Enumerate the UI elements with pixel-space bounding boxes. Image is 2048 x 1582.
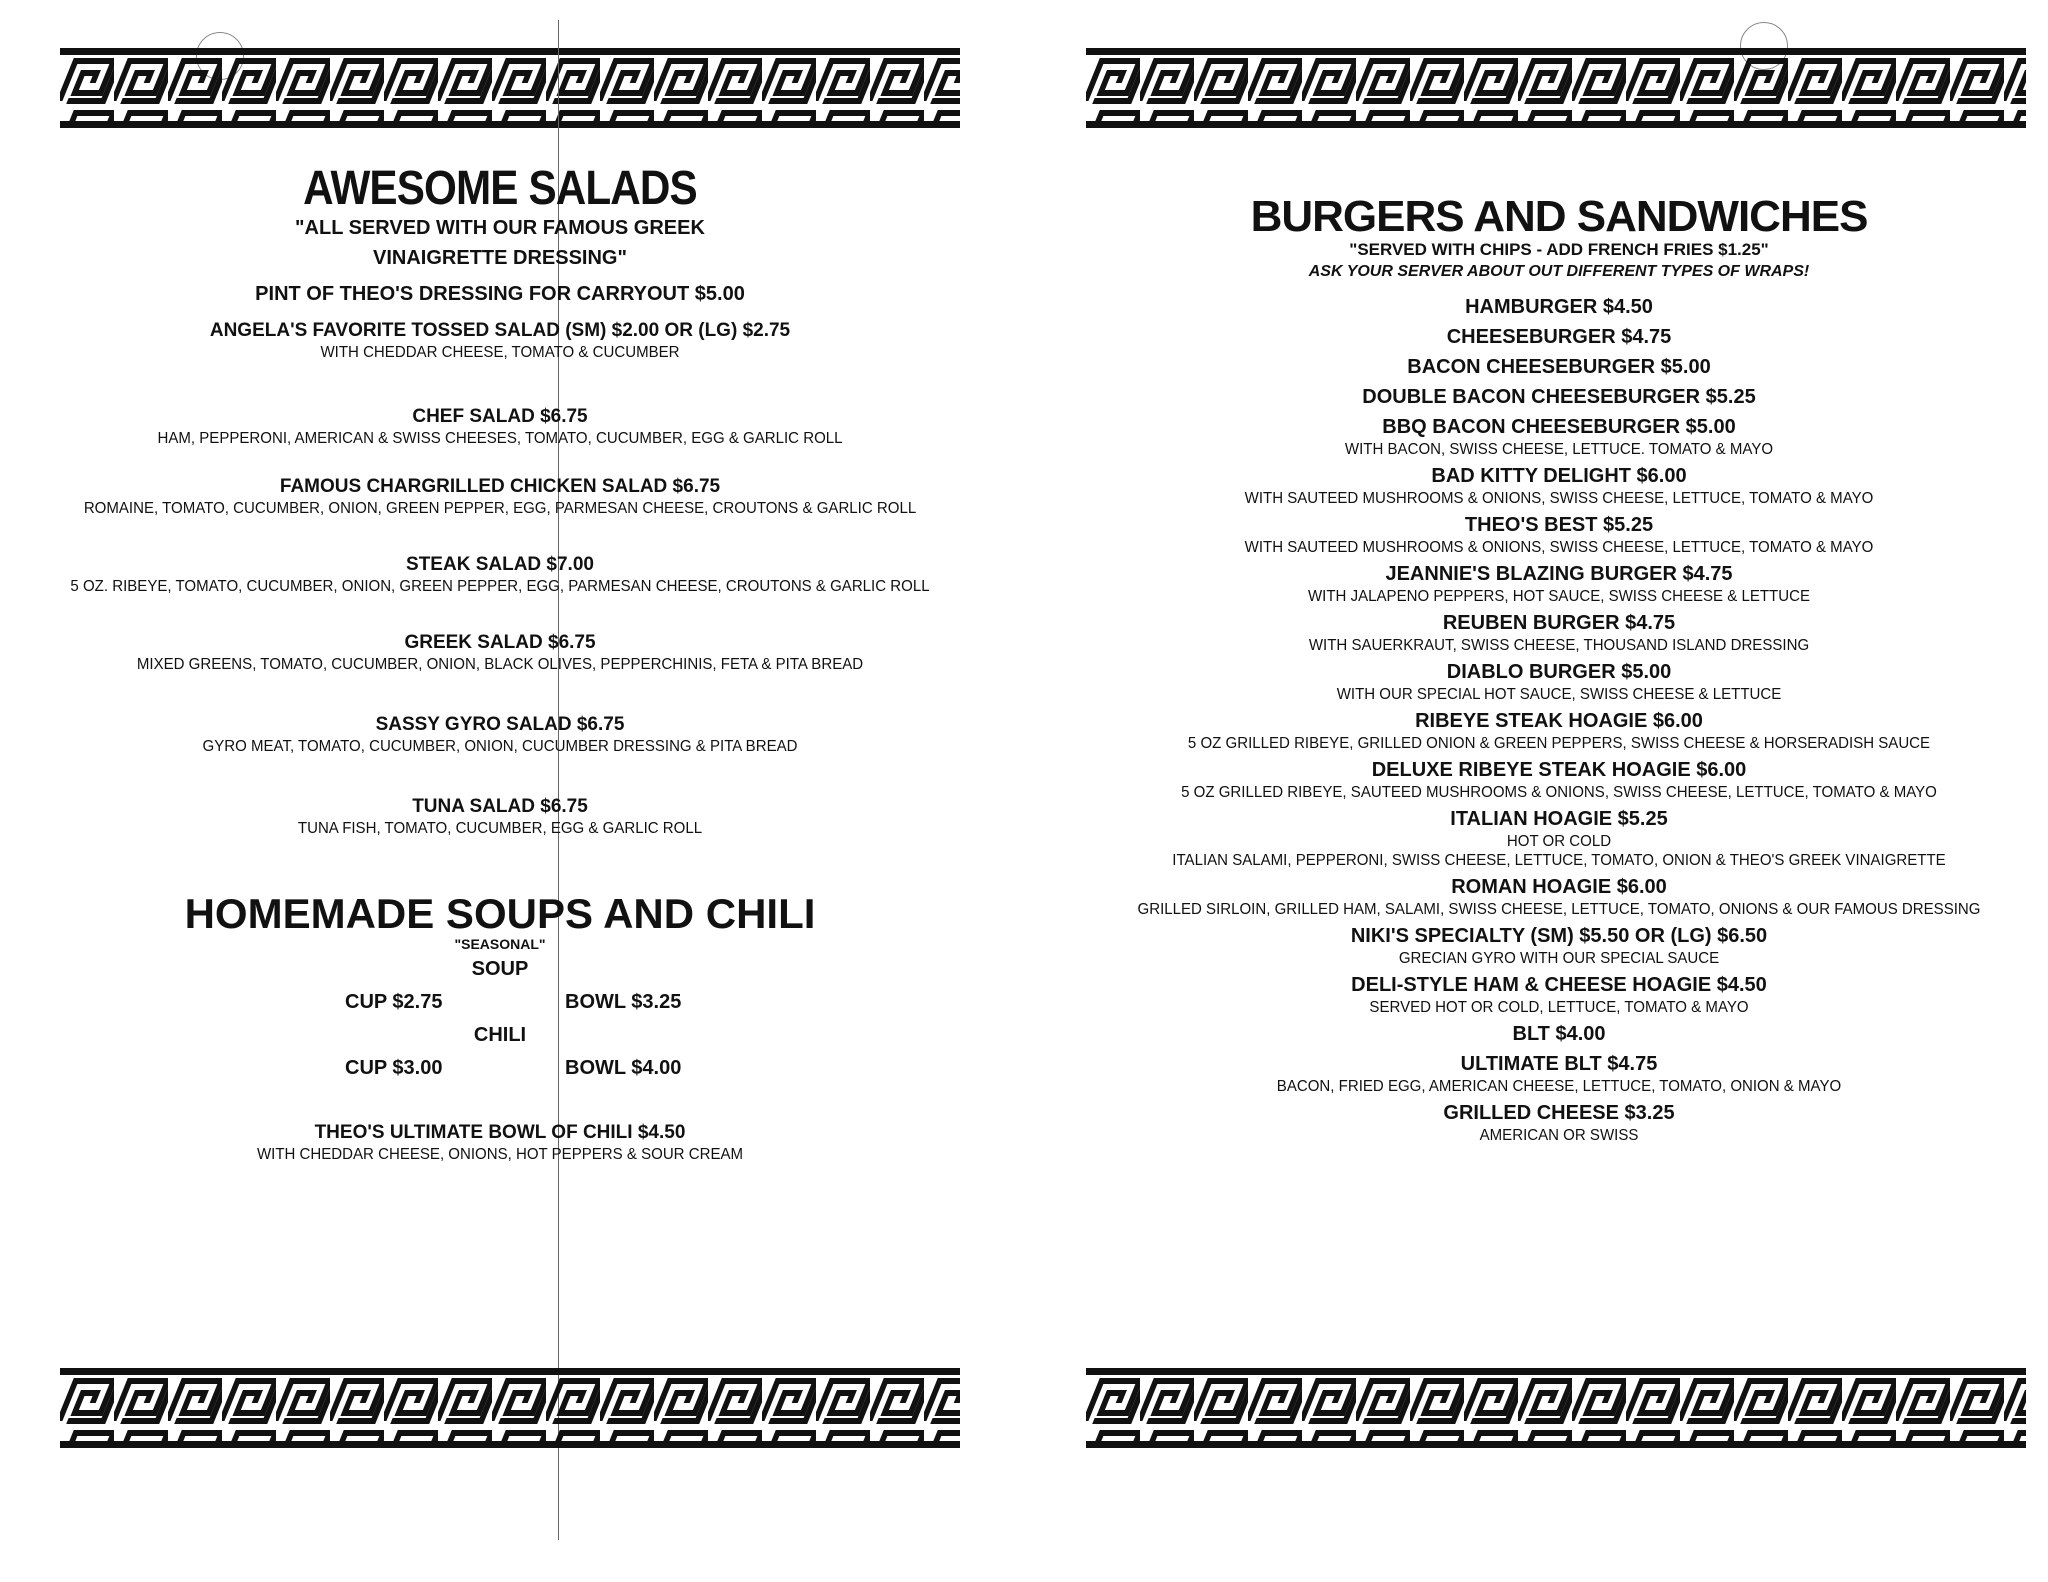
menu-item [1070, 1022, 2048, 1047]
burgers-title: BURGERS AND SANDWICHES [1250, 192, 1868, 241]
item-name: BACON CHEESEBURGER $5.00 [1407, 356, 1711, 378]
item-desc: WITH CHEDDAR CHEESE, TOMATO & CUCUMBER [320, 344, 680, 361]
item-name: BLT $4.00 [1512, 1023, 1606, 1045]
item-desc: AMERICAN OR SWISS [1479, 1127, 1639, 1144]
item-desc: BACON, FRIED EGG, AMERICAN CHEESE, LETTUCE, TOMATO, ONION & MAYO [1276, 1078, 1842, 1095]
soup-bowl-price: BOWL $3.25 [565, 991, 682, 1013]
menu-item [0, 405, 1000, 449]
item-name: DOUBLE BACON CHEESEBURGER $5.25 [1362, 386, 1756, 408]
item-name: REUBEN BURGER $4.75 [1442, 612, 1676, 634]
chili-prices [0, 1051, 1000, 1085]
menu-item [0, 319, 1000, 363]
item-desc: WITH BACON, SWISS CHEESE, LETTUCE. TOMATO & MAYO [1344, 441, 1774, 458]
chili-label: CHILI [473, 1024, 527, 1046]
item-name: CHEF SALAD $6.75 [412, 406, 588, 427]
menu-item [0, 795, 1000, 839]
menu-item [1070, 924, 2048, 968]
item-desc: ITALIAN SALAMI, PEPPERONI, SWISS CHEESE, LETTUCE, TOMATO, ONION & THEO'S GREEK VINAIGRETTE [1172, 852, 1946, 869]
item-name: ULTIMATE BLT $4.75 [1460, 1053, 1658, 1075]
item-desc: TUNA FISH, TOMATO, CUCUMBER, EGG & GARLIC ROLL [297, 820, 703, 837]
menu-item [1070, 415, 2048, 459]
soup-prices [0, 985, 1000, 1019]
burgers-tagline-1: "SERVED WITH CHIPS - ADD FRENCH FRIES $1.25" [1349, 240, 1769, 259]
item-name: SASSY GYRO SALAD $6.75 [375, 714, 625, 735]
item-name: BBQ BACON CHEESEBURGER $5.00 [1382, 416, 1736, 438]
greek-key-border-bottom [60, 1368, 960, 1448]
item-name: DIABLO BURGER $5.00 [1446, 661, 1672, 683]
menu-item [1070, 709, 2048, 753]
item-name: BAD KITTY DELIGHT $6.00 [1431, 465, 1687, 487]
soups-tagline: "SEASONAL" [454, 936, 546, 952]
salads-title: AWESOME SALADS [303, 162, 697, 215]
menu-item [0, 553, 1000, 597]
item-desc: HOT OR COLD [1506, 833, 1612, 850]
soups-section [0, 890, 1000, 1165]
item-name: DELI-STYLE HAM & CHEESE HOAGIE $4.50 [1351, 974, 1767, 996]
item-name: JEANNIE'S BLAZING BURGER $4.75 [1385, 563, 1733, 585]
menu-item [1070, 385, 2048, 410]
soup-label: SOUP [471, 958, 529, 980]
menu-item [1070, 807, 2048, 870]
item-name: STEAK SALAD $7.00 [406, 554, 594, 575]
menu-item [1070, 295, 2048, 320]
item-desc: ROMAINE, TOMATO, CUCUMBER, ONION, GREEN PEPPER, EGG, PARMESAN CHEESE, CROUTONS & GARLIC ROLL [83, 500, 917, 517]
item-desc: WITH JALAPENO PEPPERS, HOT SAUCE, SWISS CHEESE & LETTUCE [1307, 588, 1810, 605]
item-name: TUNA SALAD $6.75 [412, 796, 588, 817]
greek-key-border-bottom [1086, 1368, 2026, 1448]
item-name: THEO'S ULTIMATE BOWL OF CHILI $4.50 [314, 1122, 686, 1143]
item-desc: WITH SAUERKRAUT, SWISS CHEESE, THOUSAND ISLAND DRESSING [1308, 637, 1810, 654]
item-name: THEO'S BEST $5.25 [1464, 514, 1654, 536]
item-desc: MIXED GREENS, TOMATO, CUCUMBER, ONION, BLACK OLIVES, PEPPERCHINIS, FETA & PITA BREAD [136, 656, 864, 673]
menu-item [1070, 973, 2048, 1017]
menu-item [0, 1121, 1000, 1165]
item-name: ANGELA'S FAVORITE TOSSED SALAD (SM) $2.00 OR (LG) $2.75 [209, 320, 791, 341]
item-name: ITALIAN HOAGIE $5.25 [1450, 808, 1668, 830]
menu-item [1070, 513, 2048, 557]
item-name: DELUXE RIBEYE STEAK HOAGIE $6.00 [1371, 759, 1747, 781]
item-name: FAMOUS CHARGRILLED CHICKEN SALAD $6.75 [279, 476, 721, 497]
item-desc: HAM, PEPPERONI, AMERICAN & SWISS CHEESES, TOMATO, CUCUMBER, EGG & GARLIC ROLL [157, 430, 843, 447]
soup-cup-price: CUP $2.75 [345, 991, 443, 1013]
item-name: RIBEYE STEAK HOAGIE $6.00 [1415, 710, 1703, 732]
menu-item [1070, 875, 2048, 919]
item-name: ROMAN HOAGIE $6.00 [1451, 876, 1667, 898]
item-name: CHEESEBURGER $4.75 [1446, 326, 1672, 348]
menu-item [1070, 660, 2048, 704]
item-name: GRILLED CHEESE $3.25 [1443, 1102, 1675, 1124]
dressing-carryout: PINT OF THEO'S DRESSING FOR CARRYOUT $5.00 [255, 283, 745, 305]
menu-item [1070, 1052, 2048, 1096]
chili-cup-price: CUP $3.00 [345, 1057, 443, 1079]
item-desc: WITH SAUTEED MUSHROOMS & ONIONS, SWISS CHEESE, LETTUCE, TOMATO & MAYO [1244, 490, 1874, 507]
chili-bowl-price: BOWL $4.00 [565, 1057, 682, 1079]
menu-item [1070, 464, 2048, 508]
burgers-tagline-2: ASK YOUR SERVER ABOUT OUT DIFFERENT TYPES OF WRAPS! [1308, 263, 1810, 280]
item-desc: WITH OUR SPECIAL HOT SAUCE, SWISS CHEESE & LETTUCE [1336, 686, 1782, 703]
salads-section [0, 162, 1000, 1165]
menu-item [1070, 758, 2048, 802]
left-menu-page [0, 0, 1000, 1582]
right-menu-page [1070, 0, 2048, 1582]
item-desc: GYRO MEAT, TOMATO, CUCUMBER, ONION, CUCUMBER DRESSING & PITA BREAD [202, 738, 798, 755]
burgers-section [1070, 192, 2048, 1145]
greek-key-border-top [1086, 48, 2026, 128]
menu-item [0, 631, 1000, 675]
menu-item [1070, 562, 2048, 606]
item-desc: 5 OZ GRILLED RIBEYE, SAUTEED MUSHROOMS & ONIONS, SWISS CHEESE, LETTUCE, TOMATO & MAYO [1181, 784, 1937, 801]
menu-item [0, 713, 1000, 757]
item-desc: SERVED HOT OR COLD, LETTUCE, TOMATO & MAYO [1369, 999, 1749, 1016]
item-desc: WITH CHEDDAR CHEESE, ONIONS, HOT PEPPERS & SOUR CREAM [256, 1146, 744, 1163]
menu-item [0, 475, 1000, 519]
item-desc: 5 OZ. RIBEYE, TOMATO, CUCUMBER, ONION, GREEN PEPPER, EGG, PARMESAN CHEESE, CROUTONS & GARLIC ROLL [70, 578, 930, 595]
item-name: NIKI'S SPECIALTY (SM) $5.50 OR (LG) $6.50 [1350, 925, 1768, 947]
salads-tagline-1: "ALL SERVED WITH OUR FAMOUS GREEK [295, 217, 705, 239]
greek-key-border-top [60, 48, 960, 128]
item-desc: 5 OZ GRILLED RIBEYE, GRILLED ONION & GREEN PEPPERS, SWISS CHEESE & HORSERADISH SAUCE [1187, 735, 1931, 752]
soups-title: HOMEMADE SOUPS AND CHILI [184, 890, 816, 937]
salads-tagline-2: VINAIGRETTE DRESSING" [373, 247, 627, 269]
item-desc: WITH SAUTEED MUSHROOMS & ONIONS, SWISS CHEESE, LETTUCE, TOMATO & MAYO [1244, 539, 1874, 556]
item-desc: GRILLED SIRLOIN, GRILLED HAM, SALAMI, SWISS CHEESE, LETTUCE, TOMATO, ONIONS & OUR FAMOUS DRESSING [1137, 901, 1981, 918]
item-name: HAMBURGER $4.50 [1465, 296, 1653, 318]
item-desc: GRECIAN GYRO WITH OUR SPECIAL SAUCE [1398, 950, 1720, 967]
menu-item [1070, 355, 2048, 380]
menu-item [1070, 325, 2048, 350]
burger-items-list [1070, 295, 2048, 1145]
item-name: GREEK SALAD $6.75 [404, 632, 596, 653]
menu-item [1070, 1101, 2048, 1145]
menu-item [1070, 611, 2048, 655]
